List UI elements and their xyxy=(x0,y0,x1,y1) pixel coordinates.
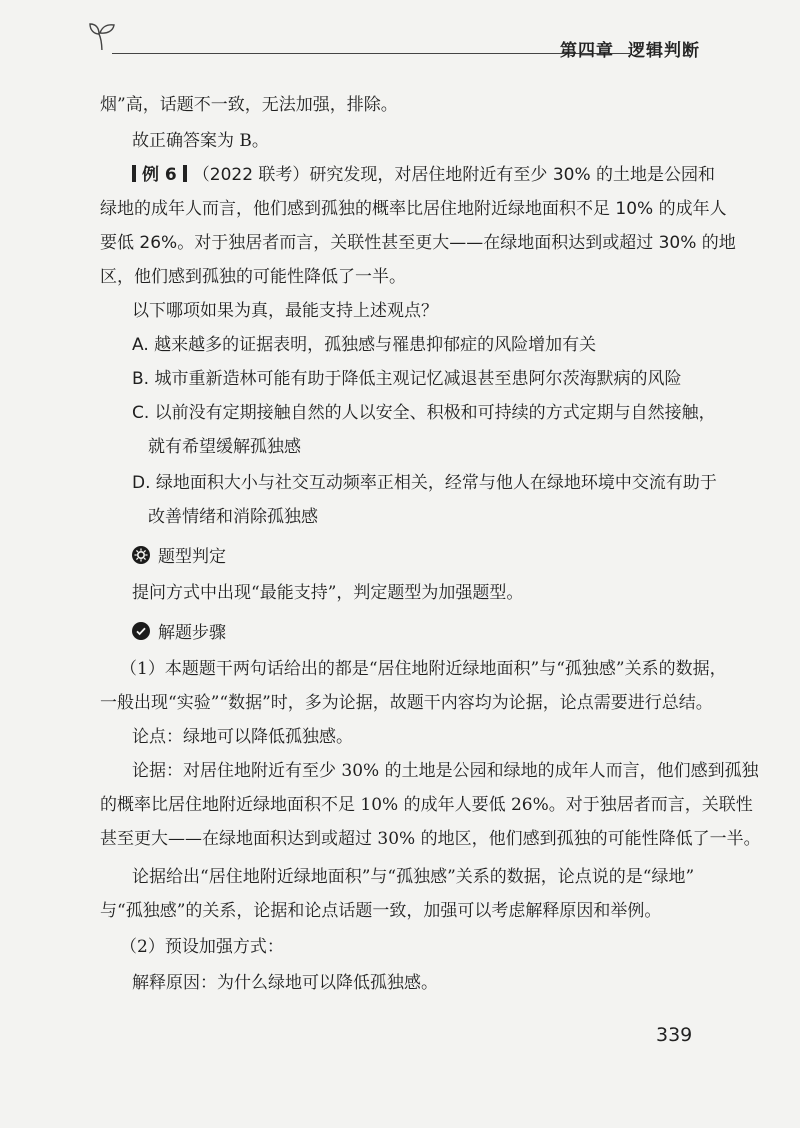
example-bar-left xyxy=(132,165,136,182)
section-title-steps: 解题步骤 xyxy=(158,623,226,643)
example-question: 以下哪项如果为真，最能支持上述观点？ xyxy=(132,301,438,321)
steps-p3-2: 的概率比居住地附近绿地面积不足 10% 的成年人要低 26%。对于独居者而言，关联性 xyxy=(100,795,753,815)
example-stem-1: 研究发现，对居住地附近有至少 30% 的土地是公园和 xyxy=(309,165,716,185)
option-c-1: C. 以前没有定期接触自然的人以安全、积极和可持续的方式定期与自然接触， xyxy=(132,403,716,423)
chapter-label: 第四章 xyxy=(560,41,614,61)
example-stem-4: 区，他们感到孤独的可能性降低了一半。 xyxy=(100,267,406,287)
check-icon xyxy=(132,622,150,640)
page-number: 339 xyxy=(656,1024,693,1046)
steps-p4-2: 与“孤独感”的关系，论据和论点话题一致，加强可以考虑解释原因和举例。 xyxy=(100,901,662,921)
option-b: B. 城市重新造林可能有助于降低主观记忆减退甚至患阿尔茨海默病的风险 xyxy=(132,369,682,389)
option-c-2: 就有希望缓解孤独感 xyxy=(148,437,301,457)
steps-p3-1: 论据：对居住地附近有至少 30% 的土地是公园和绿地的成年人而言，他们感到孤独 xyxy=(132,761,759,781)
example-source: （2022 联考） xyxy=(192,165,310,185)
section-title-type: 题型判定 xyxy=(158,547,226,567)
text-line: 烟”高，话题不一致，无法加强，排除。 xyxy=(100,95,398,115)
steps-p4-1: 论据给出“居住地附近绿地面积”与“孤独感”关系的数据，论点说的是“绿地” xyxy=(132,867,695,887)
steps-p6: 解释原因：为什么绿地可以降低孤独感。 xyxy=(132,973,438,993)
steps-p1-2: 一般出现“实验”“数据”时，多为论据，故题干内容均为论据，论点需要进行总结。 xyxy=(100,693,713,713)
example-tag: 例 6 xyxy=(142,165,177,185)
option-d-2: 改善情绪和消除孤独感 xyxy=(148,507,318,527)
section-heading-type xyxy=(100,542,226,567)
answer-line: 故正确答案为 B。 xyxy=(132,131,269,151)
example-bar-right xyxy=(183,165,187,182)
steps-p3-3: 甚至更大——在绿地面积达到或超过 30% 的地区，他们感到孤独的可能性降低了一半。 xyxy=(100,829,761,849)
option-a: A. 越来越多的证据表明，孤独感与罹患抑郁症的风险增加有关 xyxy=(132,335,597,355)
steps-p2: 论点：绿地可以降低孤独感。 xyxy=(132,727,353,747)
section-text-type: 提问方式中出现“最能支持”，判定题型为加强题型。 xyxy=(132,583,524,603)
sprout-icon xyxy=(88,16,118,50)
steps-p5: （2）预设加强方式： xyxy=(120,937,284,957)
header-rule xyxy=(112,53,630,54)
example-stem-2: 绿地的成年人而言，他们感到孤独的概率比居住地附近绿地面积不足 10% 的成年人 xyxy=(100,199,727,219)
chapter-title: 逻辑判断 xyxy=(628,41,700,61)
section-heading-steps xyxy=(100,618,226,643)
gear-icon xyxy=(132,546,150,564)
chapter-heading xyxy=(560,36,700,61)
option-d-1: D. 绿地面积大小与社交互动频率正相关，经常与他人在绿地环境中交流有助于 xyxy=(132,473,717,493)
steps-p1-1: （1）本题题干两句话给出的都是“居住地附近绿地面积”与“孤独感”关系的数据， xyxy=(120,659,727,679)
example-line-1 xyxy=(100,160,715,185)
running-header xyxy=(88,14,700,61)
example-stem-3: 要低 26%。对于独居者而言，关联性甚至更大——在绿地面积达到或超过 30% 的地 xyxy=(100,233,736,253)
